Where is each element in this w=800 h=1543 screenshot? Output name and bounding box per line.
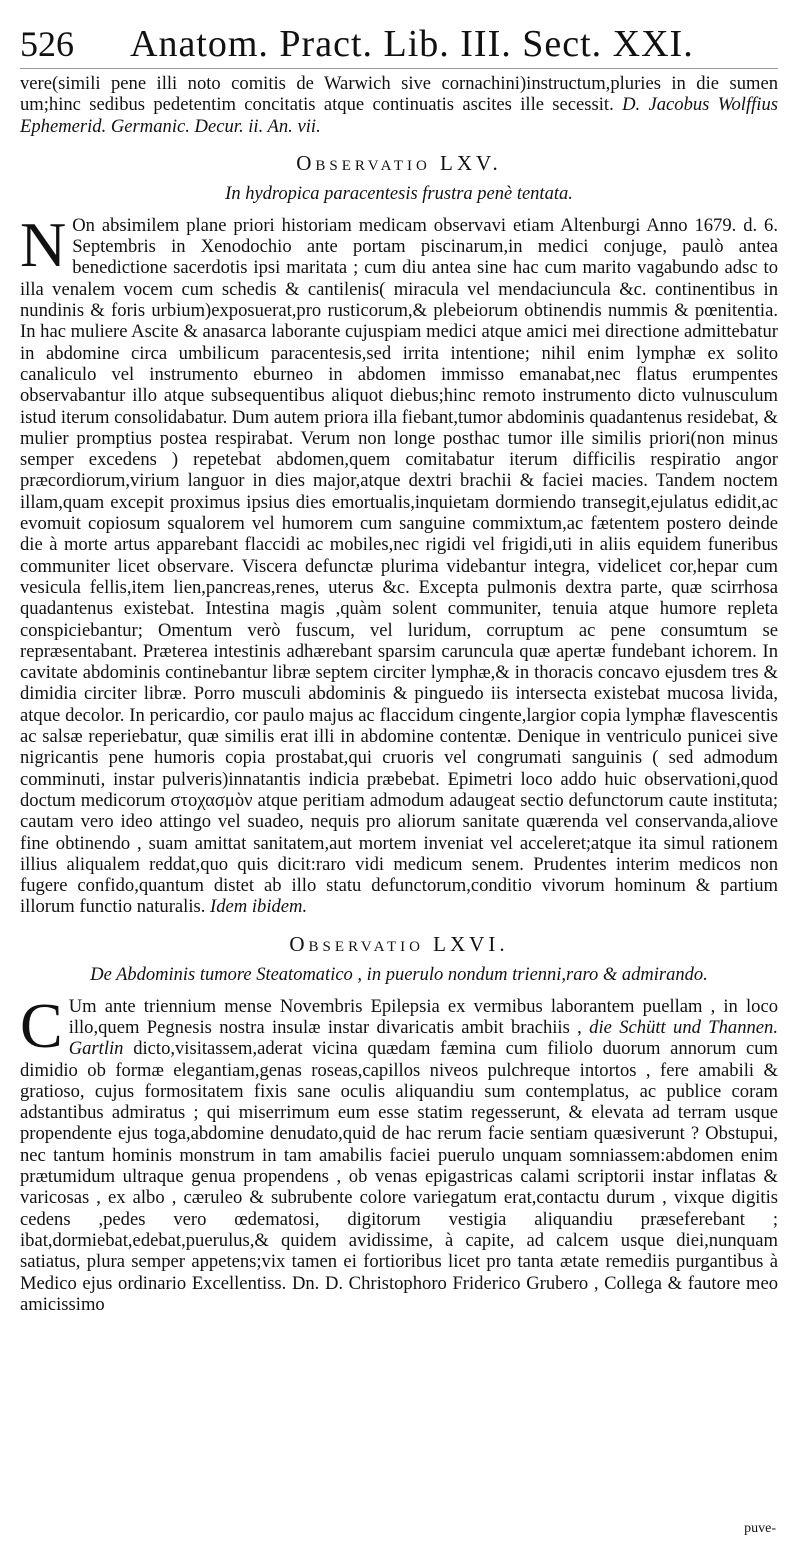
running-head: Anatom. Pract. Lib. III. Sect. XXI. (130, 23, 694, 65)
observation-65-body: On absimilem plane priori historiam medicam observavi etiam Altenburgi Anno 1679. d. 6. Septembris in Xenodochio ante portam piscinarum,in medici conjuge, paulò antea benedictione sacerdotis ipsi maritata ; cum diu antea sine hac cum marito vagabundo adsc to illa venalem vocem cum schedis & cantilenis( miracula vel mendaciuncula &c. continentibus in nundinis & foris urbium)exposuerat,pro rusticorum,& plebeiorum obtinendis nummis & pœnitentia. In hac muliere Ascite & anasarca laborante cujuspiam medici atque amici mei directione admittebatur in abdomine circa umbilicum paracentesis,sed irrita intentione; nihil enim lymphæ ex solito canaliculo vel instrumento eburneo in abdomen immisso emanabat,nec flatus erumpentes observabantur illo atque subsequentibus aliquot diebus;hinc remoto instrumento dicto vulnusculum istud iterum consolidabatur. Dum autem priora illa fiebant,tumor abdominis quadantenus residebat, & mulier promptius postea respirabat. Verum non longe posthac tumor ille similis priori(non minus semper excedens ) repetebat abdomen,quem comitabatur iterum difficilis respiratio angor præcordiorum,virium languor in dies major,atque dextri brachii & faciei macies. Tandem noctem illam,quam excepit proximus ipsius dies emortualis,inquietam dormiendo transegit,ejulatus edidit,ac evomuit copiosum squalorem vel humorem cum sanguine commixtum,ac fætentem postero deinde die à morte artus apparebant flaccidi ac mobiles,nec rigidi vel frigidi,uti in aliis equidem funeribus communiter licet observare. Viscera defunctæ plurima videbantur integra, videlicet cor,hepar cum vesicula fellis,item lien,pancreas,renes, uterus &c. Excepta pulmonis dextra parte, quæ scirrhosa quadantenus existebat. Intestina magis ,quàm solent communiter, tenuia atque humore repleta conspiciebantur; Omentum verò fuscum, vel luridum, corruptum ac pene consumtum se repræsentabant. Præterea intestinis adhærebant sparsim caruncula quæ apertæ fundebant ichorem. In cavitate abdominis continebantur libræ septem circiter lymphæ,& in thoracis concavo ejusdem tres & dimidia circiter libræ. Porro musculi abdominis & pinguedo iis intersecta existebat mucosa livida, atque decolor. In pericardio, cor paulo majus ac flaccidum cingente,largior copia lymphæ flavescentis ac salsæ reperiebatur, quæ similis erat illi in abdomine contentæ. Denique in ventriculo punicei sive nigricantis pene humoris copia prostabat,qui cruoris vel congrumati sanguinis ( sed admodum comminuti, instar pulveris)innatantis indicia præbebat. Epimetri loco addo huic observationi,quod doctum medicorum στοχασμὸν atque peritiam admodum adaugeat sectio defunctorum caute instituta; cautam vero ideo attingo vel suadeo, nequis pro aliorum sanitate quærenda vel conservanda,aliove fine obtinendo , suam amittat sanitatem,aut mortem inveniat vel acceleret;atque ita simul rationem illius aliqualem reddat,quo quis dicit:raro vidi medicum senem. Prudentes interim medicos non fugere confido,quantum distet ab illo statu defunctorum,conditio vivorum hominum & partium illorum functio naturalis. (20, 214, 778, 918)
observation-65-title: Observatio LXV. (296, 150, 502, 175)
observation-65-text (20, 208, 778, 918)
observation-66-text (20, 989, 778, 1315)
observation-66-title: Observatio LXVI. (289, 931, 509, 956)
observation-65-subtitle: In hydropica paracentesis frustra penè tentata. (225, 183, 573, 204)
observation-66-subtitle: De Abdominis tumore Steatomatico , in puerulo nondum trienni,raro & admirando. (90, 964, 708, 985)
page-number: 526 (20, 24, 74, 64)
observation-66-place-name: die Schütt und Thannen. Gartlin (68, 1016, 778, 1060)
catchword: puve- (744, 1521, 776, 1536)
continuation-text: vere(simili pene illi noto comitis de Warwich sive cornachini)instructum,pluries in die sumen um;hinc sedibus pedetentim concitatis atque continuatis ascites ille secessit. (20, 73, 778, 116)
observation-66-body-rest: dicto,visitassem,aderat vicina quædam fæmina cum filiolo duorum annorum cum dimidio ob formæ elegantiam,genas roseas,capillos niveos pulchreque intortos , fere amabili & gratioso, cujus formositatem fixis sane oculis aliquandiu sum contemplatus, ac publice coram adstantibus admiratus ; qui miserrimum eum esse statim regesserunt, & elevata ad terram usque propendente ejus toga,abdomine denudato,quid de hac rerum facie sentiam quæsiverunt ? Obstupui, nec tantum hominis monstrum in tam amabilis faciei puerulo unquam somniassem:abdomen enim prætumidum ultraque genua propendens , ob venas epigastricas calami scriptorii instar inflatas & varicosas , ex albo , cæruleo & subrubente colore variegatum erat,contactu durum , vixque digitis cedens ,pedes vero œdematosi, digitorum vestigia aliquandiu præseferebant ; ibat,dormiebat,edebat,puerulus,& quidem avidissime, à capite, ad calcem usque diei,nunquam satiatus, plura semper appetens;vix tamen ei fortioribus licet pro tanta ætate remediis purgantibus à Medico ejus ordinario Excellentiss. Dn. D. Christophoro Friderico Grubero , Collega & fautore meo amicissimo (20, 1038, 778, 1315)
continuation-paragraph (20, 73, 778, 137)
page-header (20, 22, 778, 69)
observation-65-dropcap: N (20, 208, 67, 280)
observation-66-dropcap: C (20, 989, 63, 1061)
observation-65-citation: Idem ibidem. (210, 896, 308, 918)
observation-66-body-start: Um ante triennium mense Novembris Epilepsia ex vermibus laborantem puellam , in loco illo,quem Pegnesis nostra insulæ instar divaricatis ambit brachiis , (68, 995, 778, 1038)
continuation-citation: D. Jacobus Wolffius Ephemerid. Germanic. Decur. ii. An. vii. (20, 94, 778, 137)
